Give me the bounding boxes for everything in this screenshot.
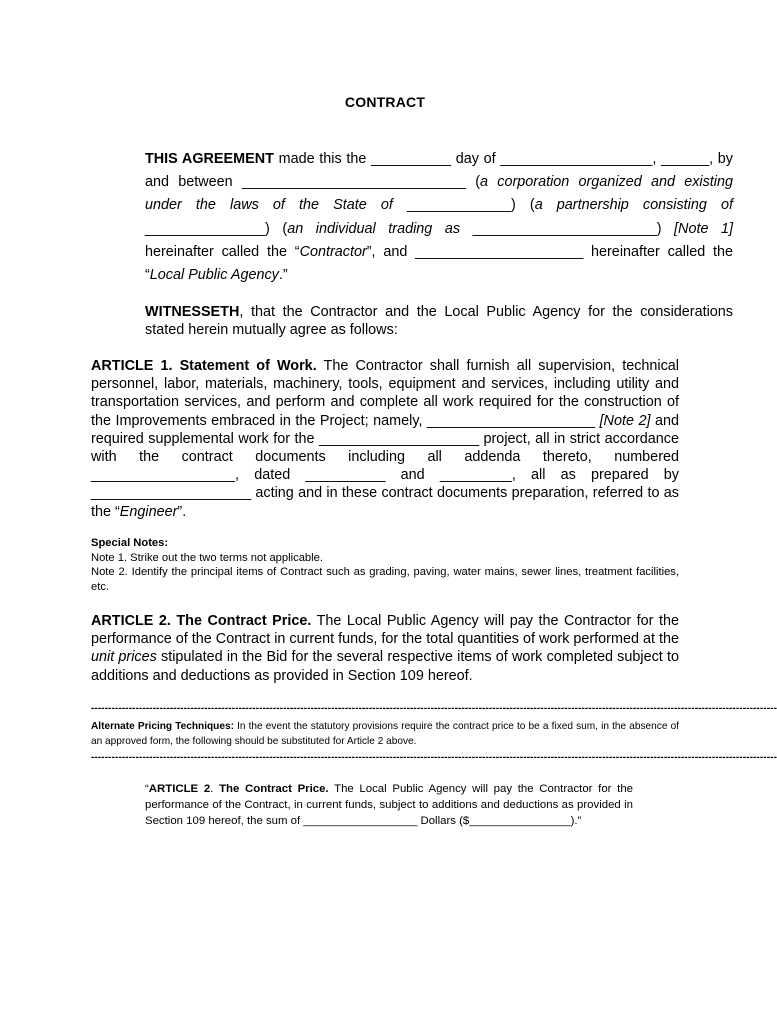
alt-article-heading-2: The Contract Price. bbox=[219, 783, 329, 795]
article-2-heading: ARTICLE 2. The Contract Price. bbox=[91, 613, 312, 629]
agreement-note1-ref: [Note 1] bbox=[674, 220, 733, 237]
alt-article-text: The Local Public Agency will pay the Contractor for the performance of the Contract, in current funds, subject to additions and deductions as provided in Section 109 hereof, the sum of __________________ Dollars ($________________).” bbox=[145, 783, 633, 827]
alt-article-open-quote: “ bbox=[145, 783, 149, 795]
agreement-italic-3: an individual trading as bbox=[287, 220, 461, 237]
witnesseth-lead: WITNESSETH bbox=[145, 304, 240, 320]
alt-article-separator: . bbox=[210, 783, 220, 795]
agreement-text-1: made this the __________ day of ___________________, ______, by and between ____________________________ ( bbox=[145, 151, 734, 191]
alternate-pricing-note bbox=[91, 719, 679, 750]
agreement-text-7: .” bbox=[278, 267, 288, 284]
article-1-text-2: and required supplemental work for the ____________________ project, all in strict accordance with the contract documents including all addenda thereto, numbered __________________, dated __________ and _________, all as prepared by ____________________ acting and in these contract documents preparation, referred to as the “ bbox=[91, 412, 679, 520]
article-1-heading: ARTICLE 1. Statement of Work. bbox=[91, 358, 317, 374]
agreement-contractor: Contractor bbox=[299, 243, 367, 260]
agreement-lead: THIS AGREEMENT bbox=[145, 151, 274, 167]
agreement-italic-2: a partnership consisting of bbox=[534, 197, 733, 214]
special-notes bbox=[91, 536, 679, 594]
agreement-local-public-agency: Local Public Agency bbox=[149, 267, 279, 284]
divider-top: -------------------------------------------------------------------------------------------------------------------------------------------------------------------------------------------------------- bbox=[91, 703, 777, 714]
article-2-text-2: stipulated in the Bid for the several respective items of work completed subject to additions and deductions as provided in Section 109 hereof. bbox=[91, 649, 679, 684]
document-title: CONTRACT bbox=[344, 94, 426, 110]
article-2-text-1: The Local Public Agency will pay the Contractor for the performance of the Contract in current funds, for the total quantities of work performed at the bbox=[91, 613, 679, 648]
agreement-text-2: _____________) ( bbox=[392, 197, 535, 214]
alternate-article-2 bbox=[145, 782, 633, 829]
witnesseth-paragraph bbox=[91, 304, 733, 339]
alt-article-heading-1: ARTICLE 2 bbox=[148, 783, 211, 795]
article-1-engineer: Engineer bbox=[119, 503, 178, 520]
special-note-2: Note 2. Identify the principal items of Contract such as grading, paving, water mains, sewer lines, treatment facilities, etc. bbox=[91, 566, 679, 593]
agreement-paragraph bbox=[91, 148, 733, 287]
agreement-text-6: ”, and _____________________ hereinafter called the “ bbox=[145, 243, 733, 284]
article-2 bbox=[91, 612, 679, 685]
article-1 bbox=[91, 357, 679, 521]
agreement-text-5: hereinafter called the “ bbox=[145, 243, 300, 260]
special-note-1: Note 1. Strike out the two terms not applicable. bbox=[91, 551, 323, 564]
article-1-text-3: ”. bbox=[177, 503, 187, 520]
article-1-text-1: The Contractor shall furnish all supervision, technical personnel, labor, materials, machinery, tools, equipment and services, including utility and transportation services, and perform and complete all work required for the construction of the Improvements embraced in the Project; namely, _____________________ bbox=[91, 358, 680, 429]
alternate-pricing-heading: Alternate Pricing Techniques: bbox=[91, 721, 234, 732]
article-1-note2-ref: [Note 2] bbox=[599, 412, 651, 429]
agreement-italic-1: a corporation organized and existing under the laws of the State of bbox=[145, 174, 733, 214]
witnesseth-text: , that the Contractor and the Local Public Agency for the considerations stated herein mutually agree as follows: bbox=[145, 304, 733, 338]
divider-bottom: -------------------------------------------------------------------------------------------------------------------------------------------------------------------------------------------------------- bbox=[91, 752, 777, 763]
alternate-pricing-text: In the event the statutory provisions require the contract price to be a fixed sum, in the absence of an approved form, the following should be substituted for Article 2 above. bbox=[91, 721, 679, 748]
article-2-unit-prices: unit prices bbox=[91, 649, 157, 666]
agreement-text-3: _______________) ( bbox=[145, 220, 288, 237]
agreement-text-4: _______________________) bbox=[460, 220, 675, 237]
special-notes-heading: Special Notes: bbox=[91, 537, 169, 549]
